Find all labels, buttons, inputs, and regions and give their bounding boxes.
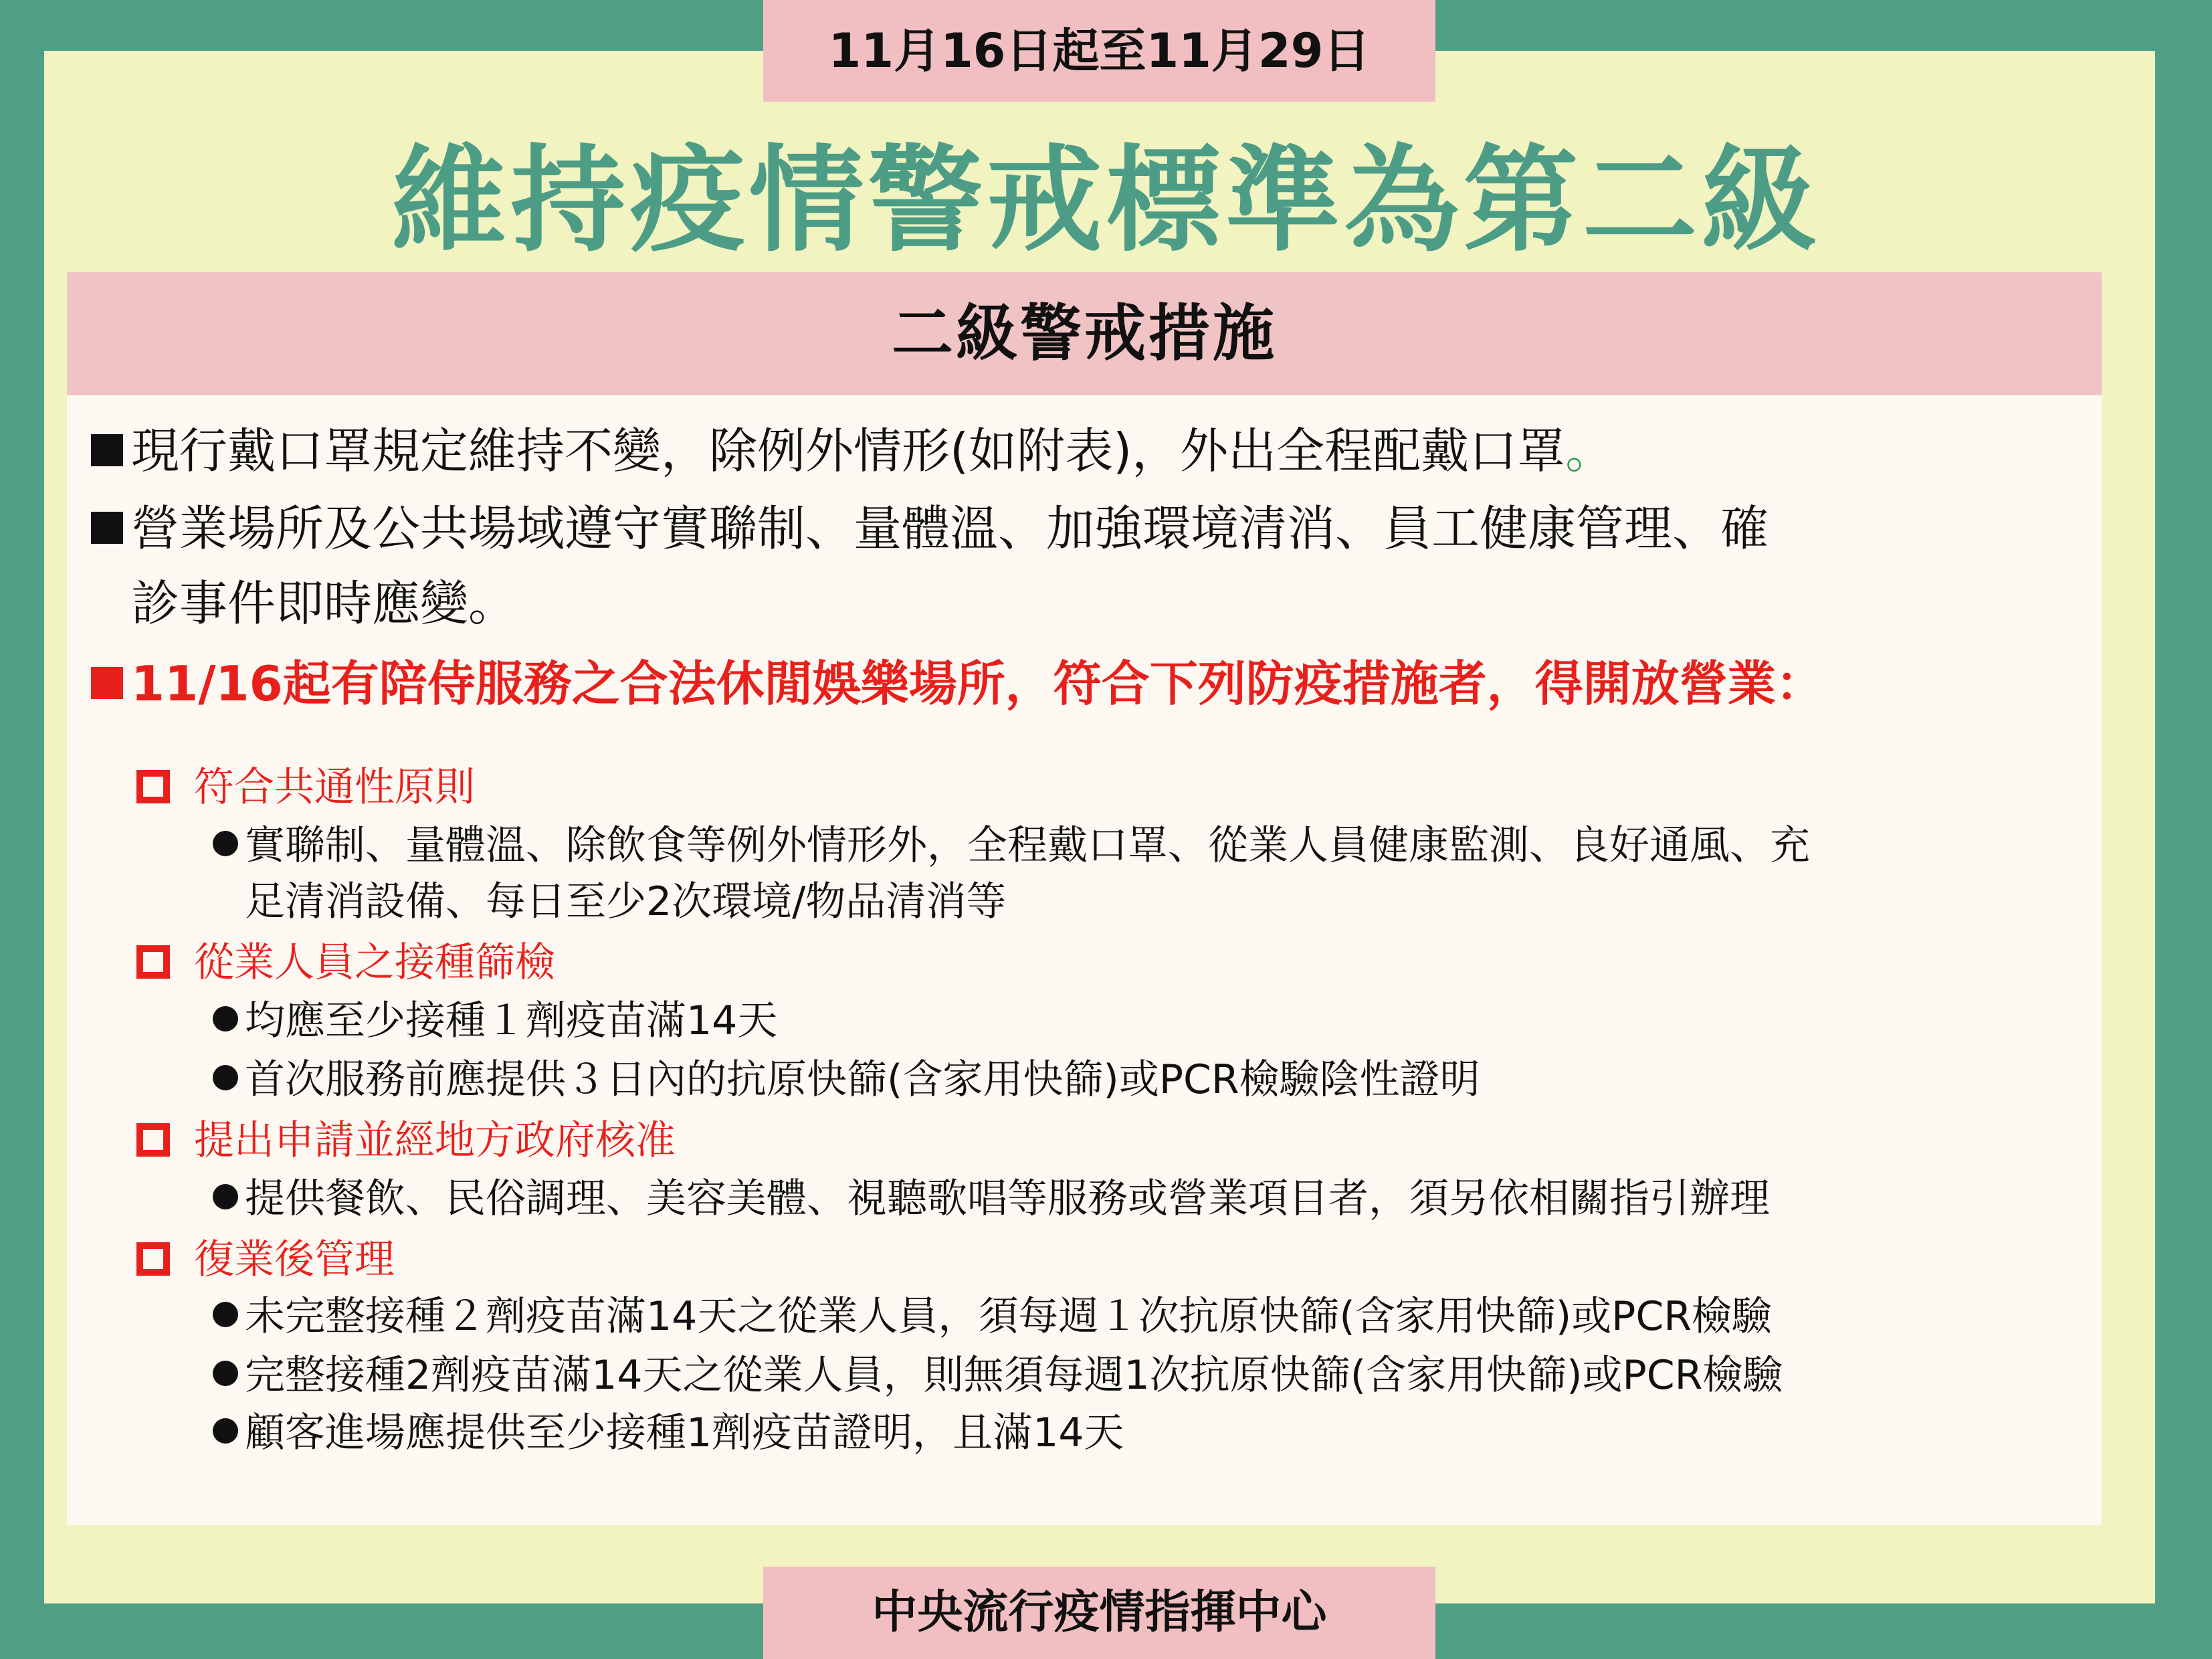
main-title: 維持疫情警戒標準為第二級 — [391, 133, 1821, 268]
square-bullet-icon — [91, 434, 123, 466]
bullet-dot-icon — [213, 1065, 238, 1090]
bullet-dot-icon — [213, 1361, 238, 1386]
measures-panel — [67, 272, 2102, 1525]
rule-3: 11/16起有陪侍服務之合法休閒娛樂場所，符合下列防疫措施者，得開放營業： — [91, 654, 1824, 714]
footer-tab: 中央流行疫情指揮中心 — [763, 1567, 1435, 1659]
list-item: 實聯制、量體溫、除飲食等例外情形外，全程戴口罩、從業人員健康監測、良好通風、充 — [213, 818, 1810, 873]
square-bullet-icon — [91, 512, 123, 544]
list-item: 未完整接種２劑疫苗滿14天之從業人員，須每週１次抗原快篩(含家用快篩)或PCR檢驗 — [213, 1289, 1772, 1344]
date-range-tab: 11月16日起至11月29日 — [763, 0, 1435, 102]
list-item: 顧客進場應提供至少接種1劑疫苗證明，且滿14天 — [213, 1405, 1124, 1460]
list-item: 首次服務前應提供３日內的抗原快篩(含家用快篩)或PCR檢驗陰性證明 — [213, 1052, 1480, 1107]
hollow-square-icon — [136, 1123, 170, 1157]
rule-2: 營業場所及公共場域遵守實聯制、量體溫、加強環境清消、員工健康管理、確 — [91, 498, 1769, 559]
bullet-dot-icon — [213, 1006, 238, 1032]
list-item: 完整接種2劑疫苗滿14天之從業人員，則無須每週1次抗原快篩(含家用快篩)或PCR檢驗 — [213, 1348, 1783, 1403]
hollow-square-icon — [136, 945, 170, 979]
section-post-reopening: 復業後管理 — [136, 1233, 395, 1286]
bullet-dot-icon — [213, 1302, 238, 1327]
bullet-dot-icon — [213, 1418, 238, 1444]
rule-2-continued: 診事件即時應變。 — [131, 575, 517, 631]
square-bullet-icon — [91, 667, 123, 699]
section-common-principles: 符合共通性原則 — [136, 761, 475, 814]
list-item-continued: 足清消設備、每日至少2次環境/物品清消等 — [245, 878, 1007, 925]
hollow-square-icon — [136, 1242, 170, 1276]
rule-1: 現行戴口罩規定維持不變，除例外情形(如附表)，外出全程配戴口罩。 — [91, 421, 1613, 481]
section-staff-vaccination: 從業人員之接種篩檢 — [136, 936, 555, 989]
section-local-approval: 提出申請並經地方政府核准 — [136, 1114, 676, 1167]
bullet-dot-icon — [213, 1184, 238, 1209]
list-item: 均應至少接種１劑疫苗滿14天 — [213, 993, 777, 1048]
bullet-dot-icon — [213, 831, 238, 856]
list-item: 提供餐飲、民俗調理、美容美體、視聽歌唱等服務或營業項目者，須另依相關指引辦理 — [213, 1171, 1770, 1226]
panel-header: 二級警戒措施 — [67, 272, 2102, 395]
hollow-square-icon — [136, 770, 170, 803]
